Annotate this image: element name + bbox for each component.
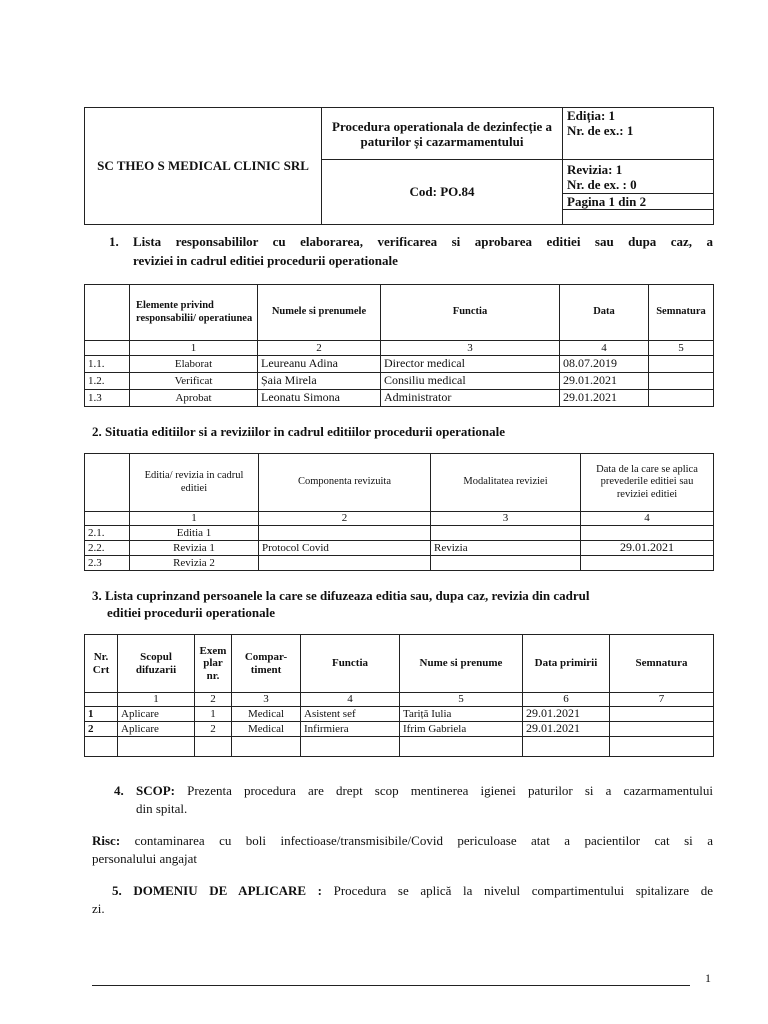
- row-component: Protocol Covid: [259, 541, 431, 556]
- t3-col-header: Data primirii: [523, 635, 610, 693]
- page-label: Pagina 1 din 2: [563, 193, 713, 210]
- table-row: [85, 390, 714, 407]
- row-function: Director medical: [381, 356, 560, 373]
- risk-text: contaminarea cu boli infectioase/transmisibile/Covid periculoase atat a pacientilor cat si a: [134, 833, 713, 848]
- row-edition: Editia 1: [130, 526, 259, 541]
- row-modality: [431, 526, 581, 541]
- risk-line2: personalului angajat: [92, 851, 198, 866]
- row-date: 08.07.2019: [560, 356, 649, 373]
- header-table: [84, 107, 714, 225]
- risk-label: Risc:: [92, 833, 121, 848]
- row-name: Șaia Mirela: [258, 373, 381, 390]
- t3-col-number: 4: [301, 693, 400, 707]
- section4-label: SCOP:: [136, 783, 175, 798]
- table-row: [85, 722, 714, 737]
- t1-col-number: 3: [381, 341, 560, 356]
- row-signature: [610, 722, 714, 737]
- row-index: 2.2.: [85, 541, 130, 556]
- row-function: Asistent sef: [301, 707, 400, 722]
- edition-cell: [563, 108, 714, 160]
- t1-col-header: Semnatura: [649, 285, 714, 341]
- row-function: Infirmiera: [301, 722, 400, 737]
- table-row: [85, 526, 714, 541]
- row-date: 29.01.2021: [560, 390, 649, 407]
- row-modality: [431, 556, 581, 571]
- section1-number: 1.: [109, 234, 119, 249]
- t3-col-header: Nr. Crt: [85, 635, 118, 693]
- section1-heading-line2: reviziei in cadrul editiei procedurii operationale: [133, 253, 398, 268]
- row-index: 2.3: [85, 556, 130, 571]
- section5-line2: zi.: [92, 901, 105, 916]
- t2-col-number: 3: [431, 512, 581, 526]
- footer-rule: [92, 985, 690, 986]
- t1-col-number: 2: [258, 341, 381, 356]
- row-component: [259, 556, 431, 571]
- row-operation: Elaborat: [130, 356, 258, 373]
- copies-label-1: Nr. de ex.: 1: [567, 123, 634, 138]
- row-index: 1.1.: [85, 356, 130, 373]
- row-modality: Revizia: [431, 541, 581, 556]
- row-component: [259, 526, 431, 541]
- table-row: [85, 707, 714, 722]
- procedure-title-cell: [322, 108, 563, 160]
- editions-table: [84, 453, 714, 571]
- row-date: [581, 556, 714, 571]
- procedure-code: Cod: PO.84: [409, 183, 475, 199]
- page-number: 1: [705, 971, 711, 985]
- t3-col-number: 5: [400, 693, 523, 707]
- t3-col-number: 2: [195, 693, 232, 707]
- t2-col-header: Data de la care se aplica prevederile editiei sau reviziei editiei: [581, 454, 714, 512]
- t3-col-number: 6: [523, 693, 610, 707]
- table-row: [85, 541, 714, 556]
- t3-col-header: Exem plar nr.: [195, 635, 232, 693]
- t3-col-number: 7: [610, 693, 714, 707]
- row-date: 29.01.2021: [581, 541, 714, 556]
- row-name: Ifrim Gabriela: [400, 722, 523, 737]
- section2-heading: 2. Situatia editiilor si a reviziilor in cadrul editiilor procedurii operationale: [92, 424, 505, 439]
- t2-col-number: 4: [581, 512, 714, 526]
- row-edition: Revizia 1: [130, 541, 259, 556]
- revision-label: Revizia: 1: [567, 162, 623, 177]
- row-function: Consiliu medical: [381, 373, 560, 390]
- row-number: 2: [85, 722, 118, 737]
- t1-col-number: 5: [649, 341, 714, 356]
- row-scope: Aplicare: [118, 707, 195, 722]
- row-function: Administrator: [381, 390, 560, 407]
- row-name: Leonatu Simona: [258, 390, 381, 407]
- section4-text: Prezenta procedura are drept scop mentinerea igienei paturilor si a cazarmamentului: [187, 783, 713, 798]
- t3-col-header: Functia: [301, 635, 400, 693]
- section4-number: 4.: [114, 783, 124, 798]
- row-date: 29.01.2021: [523, 722, 610, 737]
- t2-col-header: Componenta revizuita: [259, 454, 431, 512]
- section3-heading-line2: editiei procedurii operationale: [107, 605, 276, 620]
- revision-cell: [563, 160, 714, 225]
- section4-line2: din spital.: [136, 801, 188, 816]
- company-name: SC THEO S MEDICAL CLINIC SRL: [97, 157, 309, 173]
- row-number: 1: [85, 707, 118, 722]
- row-copy: 1: [195, 707, 232, 722]
- section3-heading-line1: 3. Lista cuprinzand persoanele la care se difuzeaza editia sau, dupa caz, revizia din cadrul: [92, 588, 590, 603]
- row-signature: [649, 373, 714, 390]
- t3-col-header: Nume si prenume: [400, 635, 523, 693]
- section4-line1: [136, 782, 713, 800]
- row-signature: [610, 707, 714, 722]
- row-signature: [649, 356, 714, 373]
- row-name: Tariță Iulia: [400, 707, 523, 722]
- t1-col-header: Numele si prenumele: [258, 285, 381, 341]
- distribution-table: [84, 634, 714, 757]
- table-row: [85, 556, 714, 571]
- responsibles-table: [84, 284, 714, 407]
- t2-col-header: Modalitatea reviziei: [431, 454, 581, 512]
- code-cell: [322, 160, 563, 225]
- t2-col-number: 2: [259, 512, 431, 526]
- row-operation: Verificat: [130, 373, 258, 390]
- t3-col-number: 1: [118, 693, 195, 707]
- copies-label-2: Nr. de ex. : 0: [567, 177, 637, 192]
- section5-label: 5. DOMENIU DE APLICARE :: [112, 883, 323, 898]
- row-index: 2.1.: [85, 526, 130, 541]
- t1-col-header: Elemente privind responsabilii/ operatiunea: [130, 285, 258, 341]
- t2-col-number: 1: [130, 512, 259, 526]
- table-row: [85, 373, 714, 390]
- row-copy: 2: [195, 722, 232, 737]
- row-date: 29.01.2021: [523, 707, 610, 722]
- row-index: 1.3: [85, 390, 130, 407]
- row-date: 29.01.2021: [560, 373, 649, 390]
- t1-col-number: 1: [130, 341, 258, 356]
- row-name: Leureanu Adina: [258, 356, 381, 373]
- row-date: [581, 526, 714, 541]
- t3-col-header: Semnatura: [610, 635, 714, 693]
- t3-col-number: 3: [232, 693, 301, 707]
- t1-col-number: 4: [560, 341, 649, 356]
- row-department: Medical: [232, 707, 301, 722]
- risk-line1: [92, 832, 713, 850]
- row-index: 1.2.: [85, 373, 130, 390]
- row-operation: Aprobat: [130, 390, 258, 407]
- t2-col-header: Editia/ revizia in cadrul editiei: [130, 454, 259, 512]
- section5-line1: [112, 882, 713, 900]
- procedure-title: Procedura operationala de dezinfecție a paturilor și cazarmamentului: [332, 118, 552, 149]
- row-department: Medical: [232, 722, 301, 737]
- t1-col-header: Functia: [381, 285, 560, 341]
- edition-label: Ediția: 1: [567, 108, 616, 123]
- table-row: [85, 356, 714, 373]
- row-edition: Revizia 2: [130, 556, 259, 571]
- section5-text: Procedura se aplică la nivelul compartimentului spitalizare de: [333, 883, 714, 898]
- section1-heading-line1: Lista responsabililor cu elaborarea, verificarea si aprobarea editiei sau dupa caz, a: [133, 234, 713, 249]
- t3-col-header: Compar-timent: [232, 635, 301, 693]
- row-signature: [649, 390, 714, 407]
- row-scope: Aplicare: [118, 722, 195, 737]
- t1-col-header: Data: [560, 285, 649, 341]
- company-name-cell: [85, 108, 322, 225]
- t3-col-header: Scopul difuzarii: [118, 635, 195, 693]
